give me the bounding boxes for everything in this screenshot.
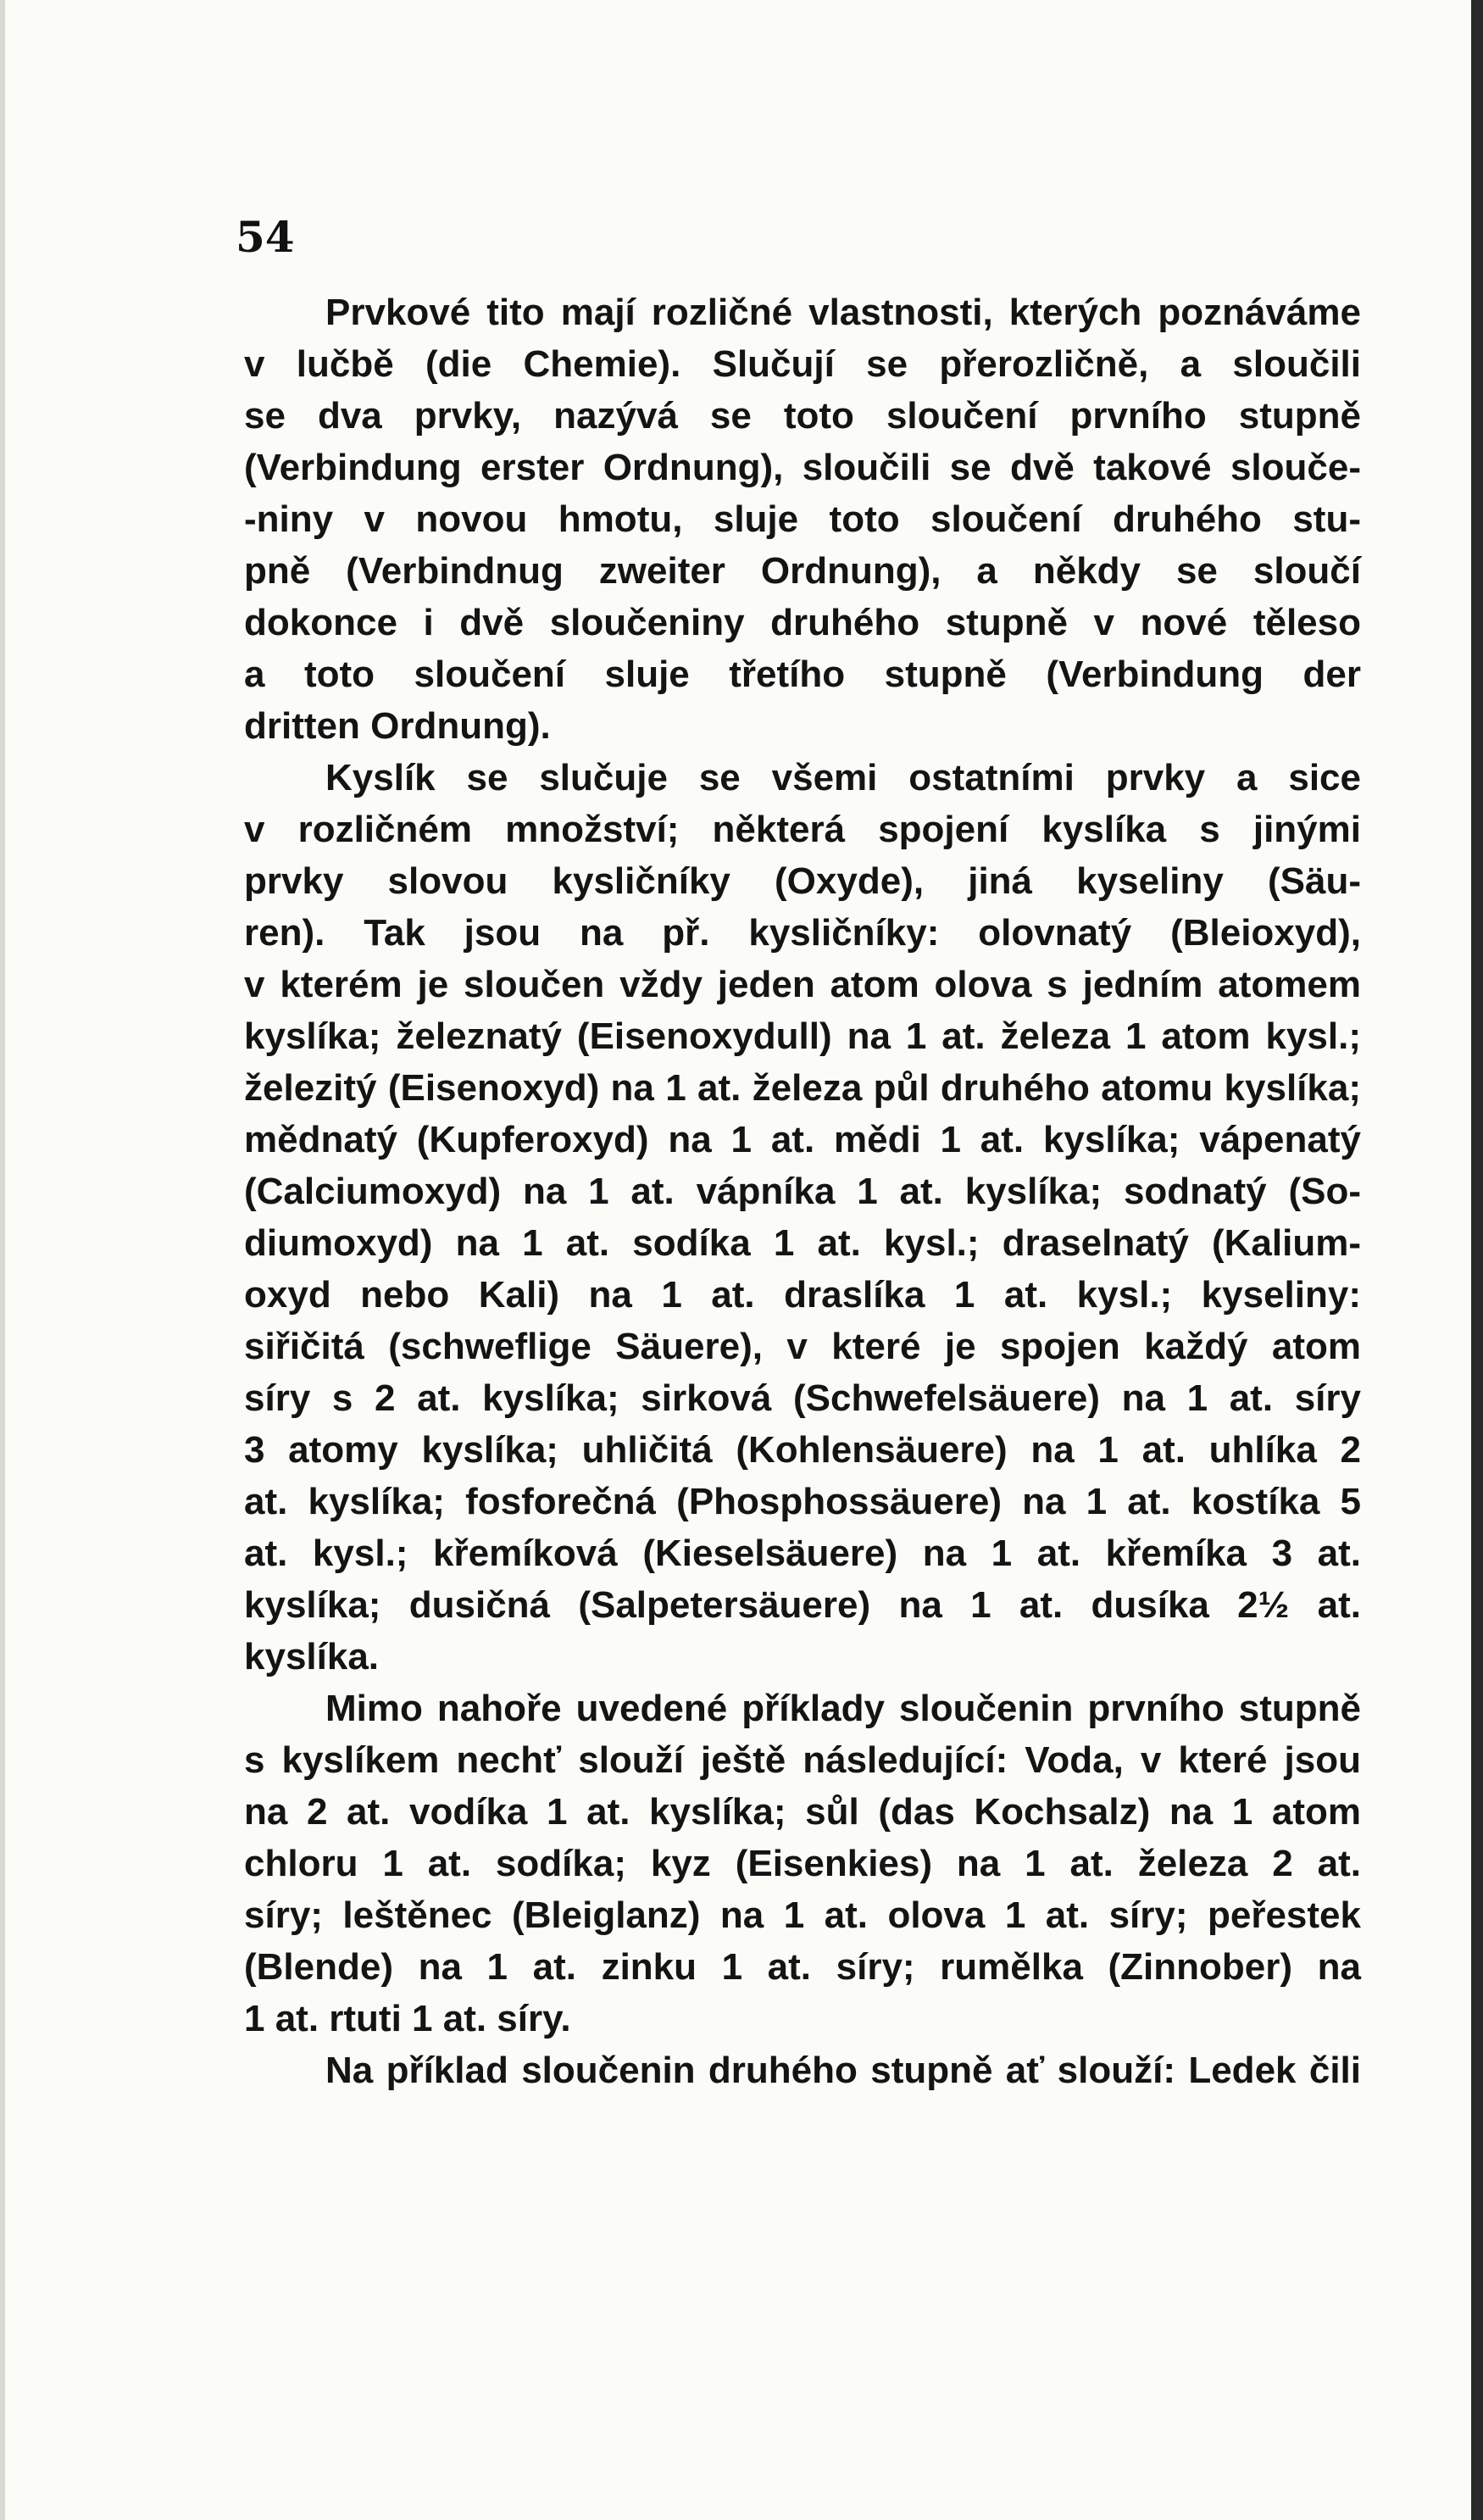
text-line: a toto sloučení sluje třetího stupně (Verbindung der	[244, 654, 1361, 695]
text-line: železitý (Eisenoxyd) na 1 at. železa půl druhého atomu kyslíka;	[244, 1067, 1361, 1109]
text-line: mědnatý (Kupferoxyd) na 1 at. mědi 1 at. kyslíka; vápenatý	[244, 1119, 1361, 1160]
text-line: prvky slovou kysličníky (Oxyde), jiná kyseliny (Säu-	[244, 860, 1361, 902]
text-line: oxyd nebo Kali) na 1 at. draslíka 1 at. kysl.; kyseliny:	[244, 1274, 1361, 1316]
text-line: na 2 at. vodíka 1 at. kyslíka; sůl (das Kochsalz) na 1 atom	[244, 1791, 1361, 1833]
text-line: Prvkové tito mají rozličné vlastnosti, kterých poznáváme	[325, 292, 1361, 333]
text-line: v kterém je sloučen vždy jeden atom olova s jedním atomem	[244, 964, 1361, 1005]
text-line: dritten Ordnung).	[244, 705, 551, 747]
text-line: síry; leštěnec (Bleiglanz) na 1 at. olova 1 at. síry; peřestek	[244, 1894, 1361, 1936]
text-line: at. kyslíka; fosforečná (Phosphossäuere) na 1 at. kostíka 5	[244, 1481, 1361, 1522]
text-line: síry s 2 at. kyslíka; sirková (Schwefelsäuere) na 1 at. síry	[244, 1377, 1361, 1419]
text-line: Kyslík se slučuje se všemi ostatními prvky a sice	[325, 757, 1361, 798]
body-text	[244, 286, 1361, 2096]
text-line: chloru 1 at. sodíka; kyz (Eisenkies) na 1 at. železa 2 at.	[244, 1843, 1361, 1884]
text-line: 3 atomy kyslíka; uhličitá (Kohlensäuere) na 1 at. uhlíka 2	[244, 1429, 1361, 1471]
text-line: at. kysl.; křemíková (Kieselsäuere) na 1 at. křemíka 3 at.	[244, 1533, 1361, 1574]
text-line: 1 at. rtuti 1 at. síry.	[244, 1998, 571, 2039]
text-line: kyslíka; železnatý (Eisenoxydull) na 1 at. železa 1 atom kysl.;	[244, 1015, 1361, 1057]
text-line: dokonce i dvě sloučeniny druhého stupně v nové těleso	[244, 602, 1361, 643]
text-line: diumoxyd) na 1 at. sodíka 1 at. kysl.; draselnatý (Kalium-	[244, 1222, 1361, 1264]
text-line: v lučbě (die Chemie). Slučují se přerozličně, a sloučili	[244, 343, 1361, 385]
text-line: (Calciumoxyd) na 1 at. vápníka 1 at. kyslíka; sodnatý (So-	[244, 1171, 1361, 1212]
text-line: ren). Tak jsou na př. kysličníky: olovnatý (Bleioxyd),	[244, 912, 1361, 954]
text-line: Mimo nahoře uvedené příklady sloučenin prvního stupně	[325, 1688, 1361, 1729]
text-line: kyslíka.	[244, 1636, 380, 1677]
page-number: 54	[236, 212, 295, 262]
text-line: kyslíka; dusičná (Salpetersäuere) na 1 at. dusíka 2½ at.	[244, 1584, 1361, 1626]
page-left-edge	[0, 0, 5, 2520]
text-line: Na příklad sloučenin druhého stupně ať slouží: Ledek čili	[325, 2050, 1361, 2091]
text-line: pně (Verbindnug zweiter Ordnung), a někdy se sloučí	[244, 550, 1361, 592]
text-line: se dva prvky, nazývá se toto sloučení prvního stupně	[244, 395, 1361, 437]
text-line: v rozličném množství; některá spojení kyslíka s jinými	[244, 809, 1361, 850]
text-line: (Verbindung erster Ordnung), sloučili se dvě takové slouče-	[244, 447, 1361, 488]
text-line: (Blende) na 1 at. zinku 1 at. síry; rumělka (Zinnober) na	[244, 1946, 1361, 1988]
text-line: s kyslíkem nechť slouží ještě následující: Voda, v které jsou	[244, 1739, 1361, 1781]
page-binding-shadow	[1471, 0, 1483, 2520]
text-line: siřičitá (schweflige Säuere), v které je spojen každý atom	[244, 1326, 1361, 1367]
text-line: -niny v novou hmotu, sluje toto sloučení druhého stu-	[244, 498, 1361, 540]
